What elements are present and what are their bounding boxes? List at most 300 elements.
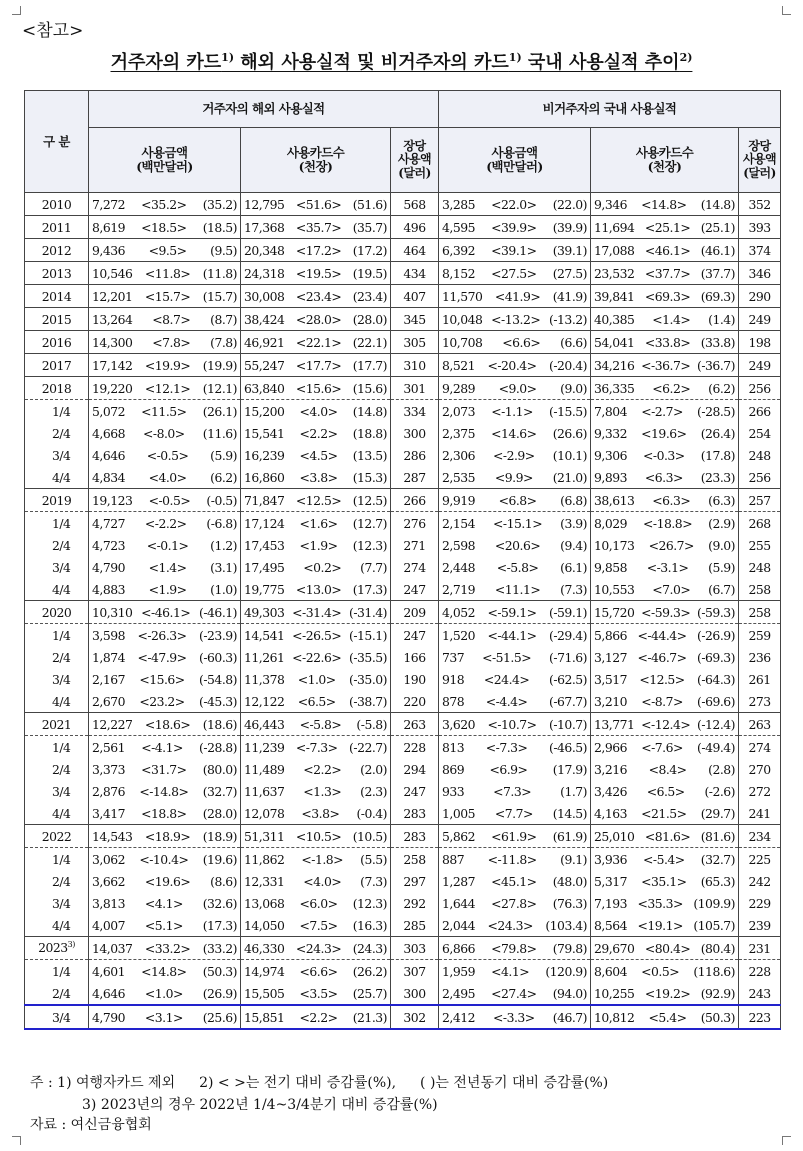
n-cnt-cell: 36,335 <6.2> (6.2) bbox=[591, 377, 739, 400]
row-label: 2/4 bbox=[25, 422, 89, 444]
r-amt-cell: 4,646 <-0.5> (5.9) bbox=[89, 444, 241, 466]
n-amt-cell: 1,520 <-44.1> (-29.4) bbox=[439, 624, 591, 647]
n-cnt-cell: 23,532 <37.7> (37.7) bbox=[591, 262, 739, 285]
r-cnt-cell: 11,239 <-7.3> (-22.7) bbox=[241, 736, 391, 759]
table-row bbox=[25, 870, 781, 892]
row-label: 2019 bbox=[25, 489, 89, 512]
r-per-cell: 258 bbox=[391, 848, 439, 871]
n-per-cell: 261 bbox=[739, 668, 781, 690]
n-amt-cell: 9,289 <9.0> (9.0) bbox=[439, 377, 591, 400]
n-cnt-cell: 9,332 <19.6> (26.4) bbox=[591, 422, 739, 444]
n-cnt-cell: 3,210 <-8.7> (-69.6) bbox=[591, 690, 739, 713]
r-amt-cell: 4,668 <-8.0> (11.6) bbox=[89, 422, 241, 444]
n-per-cell: 290 bbox=[739, 285, 781, 308]
row-label: 4/4 bbox=[25, 690, 89, 713]
n-cnt-cell: 29,670 <80.4> (80.4) bbox=[591, 937, 739, 960]
n-amt-cell: 2,306 <-2.9> (10.1) bbox=[439, 444, 591, 466]
n-amt-cell: 2,535 <9.9> (21.0) bbox=[439, 466, 591, 489]
row-label: 1/4 bbox=[25, 736, 89, 759]
table-row bbox=[25, 780, 781, 802]
r-cnt-cell: 13,068 <6.0> (12.3) bbox=[241, 892, 391, 914]
n-amt-cell: 5,862 <61.9> (61.9) bbox=[439, 825, 591, 848]
r-amt-cell: 10,310 <-46.1> (-46.1) bbox=[89, 601, 241, 624]
n-cnt-cell: 38,613 <6.3> (6.3) bbox=[591, 489, 739, 512]
r-per-cell: 407 bbox=[391, 285, 439, 308]
row-label: 2020 bbox=[25, 601, 89, 624]
table-row bbox=[25, 960, 781, 983]
table-row bbox=[25, 758, 781, 780]
n-amt-cell: 4,595 <39.9> (39.9) bbox=[439, 216, 591, 239]
n-cnt-cell: 3,216 <8.4> (2.8) bbox=[591, 758, 739, 780]
n-cnt-cell: 5,317 <35.1> (65.3) bbox=[591, 870, 739, 892]
r-per-cell: 303 bbox=[391, 937, 439, 960]
table-row bbox=[25, 556, 781, 578]
r-per-cell: 276 bbox=[391, 512, 439, 535]
r-cnt-cell: 71,847 <12.5> (12.5) bbox=[241, 489, 391, 512]
r-amt-cell: 7,272 <35.2> (35.2) bbox=[89, 193, 241, 216]
notes-prefix: 주 : bbox=[30, 1075, 58, 1091]
table-row bbox=[25, 422, 781, 444]
n-cnt-cell: 5,866 <-44.4> (-26.9) bbox=[591, 624, 739, 647]
n-cnt-cell: 9,346 <14.8> (14.8) bbox=[591, 193, 739, 216]
r-amt-cell: 14,300 <7.8> (7.8) bbox=[89, 331, 241, 354]
r-per-cell: 302 bbox=[391, 1005, 439, 1029]
row-label: 2011 bbox=[25, 216, 89, 239]
n-cnt-cell: 4,163 <21.5> (29.7) bbox=[591, 802, 739, 825]
crop-mark-bottom-left bbox=[12, 1136, 21, 1145]
table-row bbox=[25, 736, 781, 759]
table-row bbox=[25, 624, 781, 647]
table-row bbox=[25, 444, 781, 466]
r-amt-cell: 4,883 <1.9> (1.0) bbox=[89, 578, 241, 601]
r-amt-cell: 10,546 <11.8> (11.8) bbox=[89, 262, 241, 285]
n-amt-cell: 2,375 <14.6> (26.6) bbox=[439, 422, 591, 444]
note-2: 2) < >는 전기 대비 증감률(%), bbox=[199, 1075, 397, 1091]
r-per-cell: 285 bbox=[391, 914, 439, 937]
n-cnt-cell: 11,694 <25.1> (25.1) bbox=[591, 216, 739, 239]
n-amt-cell: 8,521 <-20.4> (-20.4) bbox=[439, 354, 591, 377]
n-per-cell: 346 bbox=[739, 262, 781, 285]
row-label: 2016 bbox=[25, 331, 89, 354]
table-row bbox=[25, 308, 781, 331]
r-cnt-cell: 17,368 <35.7> (35.7) bbox=[241, 216, 391, 239]
row-label: 2018 bbox=[25, 377, 89, 400]
row-label: 2/4 bbox=[25, 534, 89, 556]
header-resident-amount: 사용금액 (백만달러) bbox=[89, 128, 241, 193]
r-per-cell: 334 bbox=[391, 400, 439, 423]
row-label: 3/4 bbox=[25, 668, 89, 690]
header-nonresident-amount: 사용금액 (백만달러) bbox=[439, 128, 591, 193]
row-label: 4/4 bbox=[25, 466, 89, 489]
n-per-cell: 255 bbox=[739, 534, 781, 556]
table-row bbox=[25, 982, 781, 1005]
n-amt-cell: 2,719 <11.1> (7.3) bbox=[439, 578, 591, 601]
r-cnt-cell: 19,775 <13.0> (17.3) bbox=[241, 578, 391, 601]
r-cnt-cell: 15,851 <2.2> (21.3) bbox=[241, 1005, 391, 1029]
row-label: 2013 bbox=[25, 262, 89, 285]
n-cnt-cell: 3,127 <-46.7> (-69.3) bbox=[591, 646, 739, 668]
r-per-cell: 271 bbox=[391, 534, 439, 556]
r-per-cell: 292 bbox=[391, 892, 439, 914]
r-cnt-cell: 46,443 <-5.8> (-5.8) bbox=[241, 713, 391, 736]
r-per-cell: 247 bbox=[391, 624, 439, 647]
row-label: 3/4 bbox=[25, 556, 89, 578]
r-cnt-cell: 24,318 <19.5> (19.5) bbox=[241, 262, 391, 285]
row-label: 2/4 bbox=[25, 758, 89, 780]
r-amt-cell: 3,662 <19.6> (8.6) bbox=[89, 870, 241, 892]
table-row bbox=[25, 400, 781, 423]
n-per-cell: 198 bbox=[739, 331, 781, 354]
n-amt-cell: 933 <7.3> (1.7) bbox=[439, 780, 591, 802]
r-per-cell: 247 bbox=[391, 578, 439, 601]
n-amt-cell: 3,620 <-10.7> (-10.7) bbox=[439, 713, 591, 736]
n-amt-cell: 2,598 <20.6> (9.4) bbox=[439, 534, 591, 556]
r-per-cell: 287 bbox=[391, 466, 439, 489]
n-amt-cell: 2,495 <27.4> (94.0) bbox=[439, 982, 591, 1005]
n-amt-cell: 869 <6.9> (17.9) bbox=[439, 758, 591, 780]
r-amt-cell: 1,874 <-47.9> (-60.3) bbox=[89, 646, 241, 668]
table-row bbox=[25, 848, 781, 871]
r-amt-cell: 3,373 <31.7> (80.0) bbox=[89, 758, 241, 780]
n-amt-cell: 1,959 <4.1> (120.9) bbox=[439, 960, 591, 983]
r-per-cell: 310 bbox=[391, 354, 439, 377]
r-amt-cell: 4,834 <4.0> (6.2) bbox=[89, 466, 241, 489]
n-per-cell: 248 bbox=[739, 556, 781, 578]
row-label: 2/4 bbox=[25, 646, 89, 668]
n-cnt-cell: 10,255 <19.2> (92.9) bbox=[591, 982, 739, 1005]
row-label: 2021 bbox=[25, 713, 89, 736]
n-amt-cell: 1,644 <27.8> (76.3) bbox=[439, 892, 591, 914]
r-cnt-cell: 46,921 <22.1> (22.1) bbox=[241, 331, 391, 354]
r-cnt-cell: 46,330 <24.3> (24.3) bbox=[241, 937, 391, 960]
r-amt-cell: 4,646 <1.0> (26.9) bbox=[89, 982, 241, 1005]
table-body bbox=[25, 193, 781, 1030]
r-cnt-cell: 11,489 <2.2> (2.0) bbox=[241, 758, 391, 780]
r-amt-cell: 3,062 <-10.4> (19.6) bbox=[89, 848, 241, 871]
r-cnt-cell: 49,303 <-31.4> (-31.4) bbox=[241, 601, 391, 624]
n-per-cell: 254 bbox=[739, 422, 781, 444]
row-label: 2/4 bbox=[25, 870, 89, 892]
n-per-cell: 259 bbox=[739, 624, 781, 647]
r-per-cell: 283 bbox=[391, 825, 439, 848]
row-label: 2022 bbox=[25, 825, 89, 848]
row-label: 2014 bbox=[25, 285, 89, 308]
header-division: 구 분 bbox=[25, 91, 89, 193]
n-amt-cell: 1,005 <7.7> (14.5) bbox=[439, 802, 591, 825]
r-per-cell: 496 bbox=[391, 216, 439, 239]
r-cnt-cell: 12,795 <51.6> (51.6) bbox=[241, 193, 391, 216]
n-amt-cell: 10,708 <6.6> (6.6) bbox=[439, 331, 591, 354]
r-cnt-cell: 15,200 <4.0> (14.8) bbox=[241, 400, 391, 423]
r-amt-cell: 17,142 <19.9> (19.9) bbox=[89, 354, 241, 377]
note-1: 1) 여행자카드 제외 bbox=[57, 1075, 176, 1091]
r-per-cell: 263 bbox=[391, 713, 439, 736]
r-amt-cell: 14,543 <18.9> (18.9) bbox=[89, 825, 241, 848]
r-amt-cell: 2,561 <-4.1> (-28.8) bbox=[89, 736, 241, 759]
r-cnt-cell: 17,124 <1.6> (12.7) bbox=[241, 512, 391, 535]
r-cnt-cell: 55,247 <17.7> (17.7) bbox=[241, 354, 391, 377]
r-cnt-cell: 38,424 <28.0> (28.0) bbox=[241, 308, 391, 331]
n-per-cell: 258 bbox=[739, 601, 781, 624]
n-amt-cell: 6,866 <79.8> (79.8) bbox=[439, 937, 591, 960]
table-row bbox=[25, 216, 781, 239]
r-amt-cell: 8,619 <18.5> (18.5) bbox=[89, 216, 241, 239]
row-label: 2012 bbox=[25, 239, 89, 262]
r-per-cell: 283 bbox=[391, 802, 439, 825]
r-per-cell: 220 bbox=[391, 690, 439, 713]
row-label: 4/4 bbox=[25, 802, 89, 825]
r-cnt-cell: 12,331 <4.0> (7.3) bbox=[241, 870, 391, 892]
r-cnt-cell: 11,378 <1.0> (-35.0) bbox=[241, 668, 391, 690]
r-per-cell: 266 bbox=[391, 489, 439, 512]
r-per-cell: 166 bbox=[391, 646, 439, 668]
n-amt-cell: 3,285 <22.0> (22.0) bbox=[439, 193, 591, 216]
r-amt-cell: 14,037 <33.2> (33.2) bbox=[89, 937, 241, 960]
n-per-cell: 256 bbox=[739, 377, 781, 400]
table-row bbox=[25, 668, 781, 690]
r-cnt-cell: 11,637 <1.3> (2.3) bbox=[241, 780, 391, 802]
r-cnt-cell: 17,495 <0.2> (7.7) bbox=[241, 556, 391, 578]
reference-label: <참고> bbox=[22, 21, 84, 41]
crop-mark-bottom-right bbox=[782, 1136, 791, 1145]
r-cnt-cell: 14,541 <-26.5> (-15.1) bbox=[241, 624, 391, 647]
header-resident-cards: 사용카드수 (천장) bbox=[241, 128, 391, 193]
header-nonresident-per-card: 장당 사용액 (달러) bbox=[739, 128, 781, 193]
n-cnt-cell: 39,841 <69.3> (69.3) bbox=[591, 285, 739, 308]
n-amt-cell: 887 <-11.8> (9.1) bbox=[439, 848, 591, 871]
r-cnt-cell: 30,008 <23.4> (23.4) bbox=[241, 285, 391, 308]
n-amt-cell: 2,448 <-5.8> (6.1) bbox=[439, 556, 591, 578]
data-source: 자료 : 여신금융협회 bbox=[30, 1117, 152, 1133]
n-cnt-cell: 7,804 <-2.7> (-28.5) bbox=[591, 400, 739, 423]
r-amt-cell: 19,123 <-0.5> (-0.5) bbox=[89, 489, 241, 512]
n-cnt-cell: 3,517 <12.5> (-64.3) bbox=[591, 668, 739, 690]
n-per-cell: 231 bbox=[739, 937, 781, 960]
n-per-cell: 223 bbox=[739, 1005, 781, 1029]
n-per-cell: 263 bbox=[739, 713, 781, 736]
n-per-cell: 272 bbox=[739, 780, 781, 802]
r-cnt-cell: 11,261 <-22.6> (-35.5) bbox=[241, 646, 391, 668]
document-title: 거주자의 카드$^{1)}$ 해외 사용실적 및 비거주자의 카드$^{1)}$ 국내 사용실적 추이$^{2)}$ bbox=[110, 51, 693, 73]
r-per-cell: 190 bbox=[391, 668, 439, 690]
r-per-cell: 305 bbox=[391, 331, 439, 354]
n-cnt-cell: 10,173 <26.7> (9.0) bbox=[591, 534, 739, 556]
r-amt-cell: 5,072 <11.5> (26.1) bbox=[89, 400, 241, 423]
n-cnt-cell: 15,720 <-59.3> (-59.3) bbox=[591, 601, 739, 624]
n-amt-cell: 2,154 <-15.1> (3.9) bbox=[439, 512, 591, 535]
table-row bbox=[25, 914, 781, 937]
table-row bbox=[25, 489, 781, 512]
r-cnt-cell: 12,122 <6.5> (-38.7) bbox=[241, 690, 391, 713]
r-per-cell: 301 bbox=[391, 377, 439, 400]
n-per-cell: 270 bbox=[739, 758, 781, 780]
row-label: 2/4 bbox=[25, 982, 89, 1005]
r-amt-cell: 4,007 <5.1> (17.3) bbox=[89, 914, 241, 937]
n-per-cell: 266 bbox=[739, 400, 781, 423]
r-cnt-cell: 16,860 <3.8> (15.3) bbox=[241, 466, 391, 489]
header-nonresident-domestic: 비거주자의 국내 사용실적 bbox=[439, 91, 781, 128]
header-nonresident-cards: 사용카드수 (천장) bbox=[591, 128, 739, 193]
table-row bbox=[25, 646, 781, 668]
n-cnt-cell: 40,385 <1.4> (1.4) bbox=[591, 308, 739, 331]
n-cnt-cell: 9,858 <-3.1> (5.9) bbox=[591, 556, 739, 578]
r-amt-cell: 2,167 <15.6> (-54.8) bbox=[89, 668, 241, 690]
r-per-cell: 209 bbox=[391, 601, 439, 624]
r-per-cell: 294 bbox=[391, 758, 439, 780]
n-per-cell: 393 bbox=[739, 216, 781, 239]
r-per-cell: 345 bbox=[391, 308, 439, 331]
row-label: 3/4 bbox=[25, 444, 89, 466]
row-label: 1/4 bbox=[25, 624, 89, 647]
n-cnt-cell: 7,193 <35.3> (109.9) bbox=[591, 892, 739, 914]
r-cnt-cell: 15,505 <3.5> (25.7) bbox=[241, 982, 391, 1005]
n-per-cell: 239 bbox=[739, 914, 781, 937]
note-2b: ( )는 전년동기 대비 증감률(%) bbox=[420, 1075, 609, 1091]
table-row bbox=[25, 825, 781, 848]
n-cnt-cell: 3,426 <6.5> (-2.6) bbox=[591, 780, 739, 802]
row-label: 4/4 bbox=[25, 578, 89, 601]
n-amt-cell: 4,052 <-59.1> (-59.1) bbox=[439, 601, 591, 624]
n-per-cell: 234 bbox=[739, 825, 781, 848]
r-amt-cell: 3,813 <4.1> (32.6) bbox=[89, 892, 241, 914]
n-amt-cell: 10,048 <-13.2> (-13.2) bbox=[439, 308, 591, 331]
table-row bbox=[25, 377, 781, 400]
n-amt-cell: 2,412 <-3.3> (46.7) bbox=[439, 1005, 591, 1029]
table-row bbox=[25, 578, 781, 601]
n-per-cell: 273 bbox=[739, 690, 781, 713]
r-per-cell: 307 bbox=[391, 960, 439, 983]
n-cnt-cell: 3,936 <-5.4> (32.7) bbox=[591, 848, 739, 871]
r-per-cell: 274 bbox=[391, 556, 439, 578]
r-per-cell: 464 bbox=[391, 239, 439, 262]
table-row bbox=[25, 802, 781, 825]
n-cnt-cell: 54,041 <33.8> (33.8) bbox=[591, 331, 739, 354]
r-per-cell: 300 bbox=[391, 422, 439, 444]
n-amt-cell: 8,152 <27.5> (27.5) bbox=[439, 262, 591, 285]
n-per-cell: 258 bbox=[739, 578, 781, 601]
r-amt-cell: 4,727 <-2.2> (-6.8) bbox=[89, 512, 241, 535]
row-label: 3/4 bbox=[25, 780, 89, 802]
n-amt-cell: 737 <-51.5> (-71.6) bbox=[439, 646, 591, 668]
table-row bbox=[25, 892, 781, 914]
row-label: 3/4 bbox=[25, 1005, 89, 1029]
r-amt-cell: 13,264 <8.7> (8.7) bbox=[89, 308, 241, 331]
footnotes bbox=[30, 1072, 608, 1116]
card-usage-table bbox=[24, 90, 781, 1030]
r-cnt-cell: 51,311 <10.5> (10.5) bbox=[241, 825, 391, 848]
row-label: 3/4 bbox=[25, 892, 89, 914]
note-3: 3) 2023년의 경우 2022년 1/4~3/4분기 대비 증감률(%) bbox=[82, 1097, 438, 1113]
n-amt-cell: 878 <-4.4> (-67.7) bbox=[439, 690, 591, 713]
r-amt-cell: 4,601 <14.8> (50.3) bbox=[89, 960, 241, 983]
table-row bbox=[25, 285, 781, 308]
n-per-cell: 249 bbox=[739, 354, 781, 377]
row-label: 1/4 bbox=[25, 960, 89, 983]
r-per-cell: 297 bbox=[391, 870, 439, 892]
table-row bbox=[25, 193, 781, 216]
n-cnt-cell: 25,010 <81.6> (81.6) bbox=[591, 825, 739, 848]
r-amt-cell: 4,790 <1.4> (3.1) bbox=[89, 556, 241, 578]
n-amt-cell: 2,044 <24.3> (103.4) bbox=[439, 914, 591, 937]
r-amt-cell: 2,670 <23.2> (-45.3) bbox=[89, 690, 241, 713]
n-per-cell: 268 bbox=[739, 512, 781, 535]
r-cnt-cell: 16,239 <4.5> (13.5) bbox=[241, 444, 391, 466]
r-amt-cell: 3,598 <-26.3> (-23.9) bbox=[89, 624, 241, 647]
row-label: 2010 bbox=[25, 193, 89, 216]
row-label: 2015 bbox=[25, 308, 89, 331]
n-amt-cell: 11,570 <41.9> (41.9) bbox=[439, 285, 591, 308]
table-row bbox=[25, 262, 781, 285]
r-amt-cell: 4,723 <-0.1> (1.2) bbox=[89, 534, 241, 556]
crop-mark-top-right bbox=[782, 6, 791, 15]
r-amt-cell: 12,201 <15.7> (15.7) bbox=[89, 285, 241, 308]
table-row bbox=[25, 512, 781, 535]
n-per-cell: 228 bbox=[739, 960, 781, 983]
table-row bbox=[25, 239, 781, 262]
table-row bbox=[25, 713, 781, 736]
n-amt-cell: 2,073 <-1.1> (-15.5) bbox=[439, 400, 591, 423]
r-cnt-cell: 15,541 <2.2> (18.8) bbox=[241, 422, 391, 444]
table-row bbox=[25, 534, 781, 556]
n-cnt-cell: 8,604 <0.5> (118.6) bbox=[591, 960, 739, 983]
n-cnt-cell: 9,893 <6.3> (23.3) bbox=[591, 466, 739, 489]
r-cnt-cell: 17,453 <1.9> (12.3) bbox=[241, 534, 391, 556]
r-amt-cell: 19,220 <12.1> (12.1) bbox=[89, 377, 241, 400]
row-label: 2023$^{3)}$ bbox=[25, 937, 89, 960]
r-per-cell: 247 bbox=[391, 780, 439, 802]
n-per-cell: 274 bbox=[739, 736, 781, 759]
n-cnt-cell: 10,812 <5.4> (50.3) bbox=[591, 1005, 739, 1029]
n-per-cell: 257 bbox=[739, 489, 781, 512]
n-per-cell: 248 bbox=[739, 444, 781, 466]
header-resident-overseas: 거주자의 해외 사용실적 bbox=[89, 91, 439, 128]
n-cnt-cell: 10,553 <7.0> (6.7) bbox=[591, 578, 739, 601]
n-cnt-cell: 2,966 <-7.6> (-49.4) bbox=[591, 736, 739, 759]
header-resident-per-card: 장당 사용액 (달러) bbox=[391, 128, 439, 193]
n-cnt-cell: 8,029 <-18.8> (2.9) bbox=[591, 512, 739, 535]
r-cnt-cell: 11,862 <-1.8> (5.5) bbox=[241, 848, 391, 871]
r-cnt-cell: 14,974 <6.6> (26.2) bbox=[241, 960, 391, 983]
row-label: 2017 bbox=[25, 354, 89, 377]
r-amt-cell: 3,417 <18.8> (28.0) bbox=[89, 802, 241, 825]
row-label: 1/4 bbox=[25, 400, 89, 423]
n-per-cell: 256 bbox=[739, 466, 781, 489]
r-amt-cell: 12,227 <18.6> (18.6) bbox=[89, 713, 241, 736]
table-row bbox=[25, 466, 781, 489]
n-cnt-cell: 13,771 <-12.4> (-12.4) bbox=[591, 713, 739, 736]
table-row bbox=[25, 601, 781, 624]
n-cnt-cell: 9,306 <-0.3> (17.8) bbox=[591, 444, 739, 466]
r-per-cell: 434 bbox=[391, 262, 439, 285]
table-row bbox=[25, 937, 781, 960]
n-per-cell: 241 bbox=[739, 802, 781, 825]
r-cnt-cell: 20,348 <17.2> (17.2) bbox=[241, 239, 391, 262]
r-cnt-cell: 12,078 <3.8> (-0.4) bbox=[241, 802, 391, 825]
n-per-cell: 225 bbox=[739, 848, 781, 871]
n-cnt-cell: 8,564 <19.1> (105.7) bbox=[591, 914, 739, 937]
table-row bbox=[25, 1005, 781, 1029]
r-amt-cell: 9,436 <9.5> (9.5) bbox=[89, 239, 241, 262]
table-row bbox=[25, 690, 781, 713]
crop-mark-top-left bbox=[12, 6, 21, 15]
r-per-cell: 286 bbox=[391, 444, 439, 466]
n-per-cell: 352 bbox=[739, 193, 781, 216]
r-amt-cell: 2,876 <-14.8> (32.7) bbox=[89, 780, 241, 802]
table-row bbox=[25, 354, 781, 377]
n-per-cell: 249 bbox=[739, 308, 781, 331]
n-amt-cell: 813 <-7.3> (-46.5) bbox=[439, 736, 591, 759]
n-per-cell: 229 bbox=[739, 892, 781, 914]
